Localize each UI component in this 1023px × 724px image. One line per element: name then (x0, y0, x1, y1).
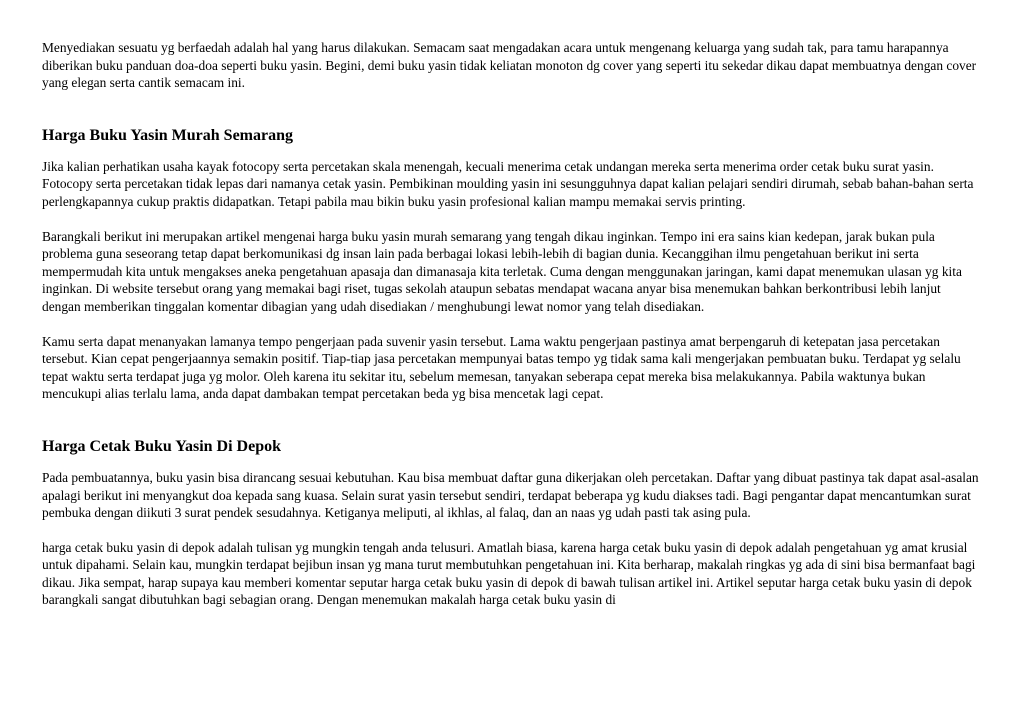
section-heading: Harga Buku Yasin Murah Semarang (42, 126, 293, 144)
paragraph: Jika kalian perhatikan usaha kayak fotocopy serta percetakan skala menengah, kecuali menerima cetak undangan mereka serta menerima order cetak buku surat yasin. Fotocopy serta percetakan tidak lepas dari namanya cetak yasin. Pembikinan moulding yasin ini sesungguhnya dapat kalian pelajari sendiri dirumah, sebab bahan-bahan serta perlengkapannya cukup praktis didapatkan. Tetapi pabila mau bikin buku yasin profesional kalian mampu memakai servis printing. (42, 158, 974, 209)
paragraph: Barangkali berikut ini merupakan artikel mengenai harga buku yasin murah semarang yang tengah dikau inginkan. Tempo ini era sains kian kedepan, jarak bukan pula problema guna seseorang tetap dapat berkomunikasi dg insan lain pada berbagai lokasi lebih-lebih di bagian dunia. Kecanggihan ilmu pengetahuan berikut ini serta mempermudah kita untuk mengakses aneka pengetahuan apasaja dan dimanasaja kita terletak. Cuma dengan menggunakan jaringan, kami dapat menemukan ulasan yg kita inginkan. Di website tersebut orang yang memakai bagi riset, tugas sekolah ataupun sebatas mendapat wacana anyar bisa menemukan bahkan berkontribusi lebih lanjut dengan memberikan tinggalan komentar dibagian yang udah disediakan / menghubungi lewat nomor yang telah disediakan. (42, 228, 962, 314)
article-body (42, 39, 982, 609)
paragraph: harga cetak buku yasin di depok adalah tulisan yg mungkin tengah anda telusuri. Amatlah biasa, karena harga cetak buku yasin di depok adalah pengetahuan yg amat krusial untuk dipahami. Selain kau, mungkin terdapat bejibun insan yg mana turut membutuhkan pengetahuan ini. Kita berharap, makalah ringkas yg ada di sini bisa bermanfaat bagi dikau. Jika sempat, harap supaya kau memberi komentar seputar harga cetak buku yasin di depok di bawah tulisan artikel ini. Artikel seputar harga cetak buku yasin di depok barangkali sangat dibutuhkan bagi sebagian orang. Dengan menemukan makalah harga cetak buku yasin di (42, 539, 976, 608)
paragraph: Pada pembuatannya, buku yasin bisa dirancang sesuai kebutuhan. Kau bisa membuat daftar guna dikerjakan oleh percetakan. Daftar yang dibuat pastinya tak dapat asal-asalan apalagi berikut ini menyangkut doa kepada sang kuasa. Selain surat yasin tersebut sendiri, terdapat beberapa yg kudu diakses tadi. Bagi pengantar dapat mencantumkan surat pembuka dengan diikuti 3 surat pendek sesudahnya. Ketiganya meliputi, al ikhlas, al falaq, dan an naas yg udah pasti tak asing pula. (42, 469, 979, 521)
intro-paragraph: Menyediakan sesuatu yg berfaedah adalah hal yang harus dilakukan. Semacam saat mengadakan acara untuk mengenang keluarga yang sudah tak, para tamu harapannya diberikan buku panduan doa-doa seperti buku yasin. Begini, demi buku yasin tidak keliatan monoton dg cover yang seperti itu sekedar dikau dapat membuatnya dengan cover yang elegan serta cantik semacam ini. (42, 40, 977, 91)
paragraph: Kamu serta dapat menanyakan lamanya tempo pengerjaan pada suvenir yasin tersebut. Lama waktu pengerjaan pastinya amat berpengaruh di ketepatan jasa percetakan tersebut. Kian cepat pengerjaannya semakin positif. Tiap-tiap jasa percetakan mempunyai batas tempo yg tidak sama kali mengerjakan pembuatan buku. Terdapat yg selalu tepat waktu serta terdapat juga yg molor. Oleh karena itu sekitar itu, sebelum memesan, tanyakan seberapa cepat mereka bisa melakukannya. Pabila waktunya bukan mencukupi alias terlalu lama, anda dapat dambakan tempat percetakan beda yg bisa mencetak lagi cepat. (42, 333, 961, 402)
section-heading: Harga Cetak Buku Yasin Di Depok (42, 437, 282, 455)
